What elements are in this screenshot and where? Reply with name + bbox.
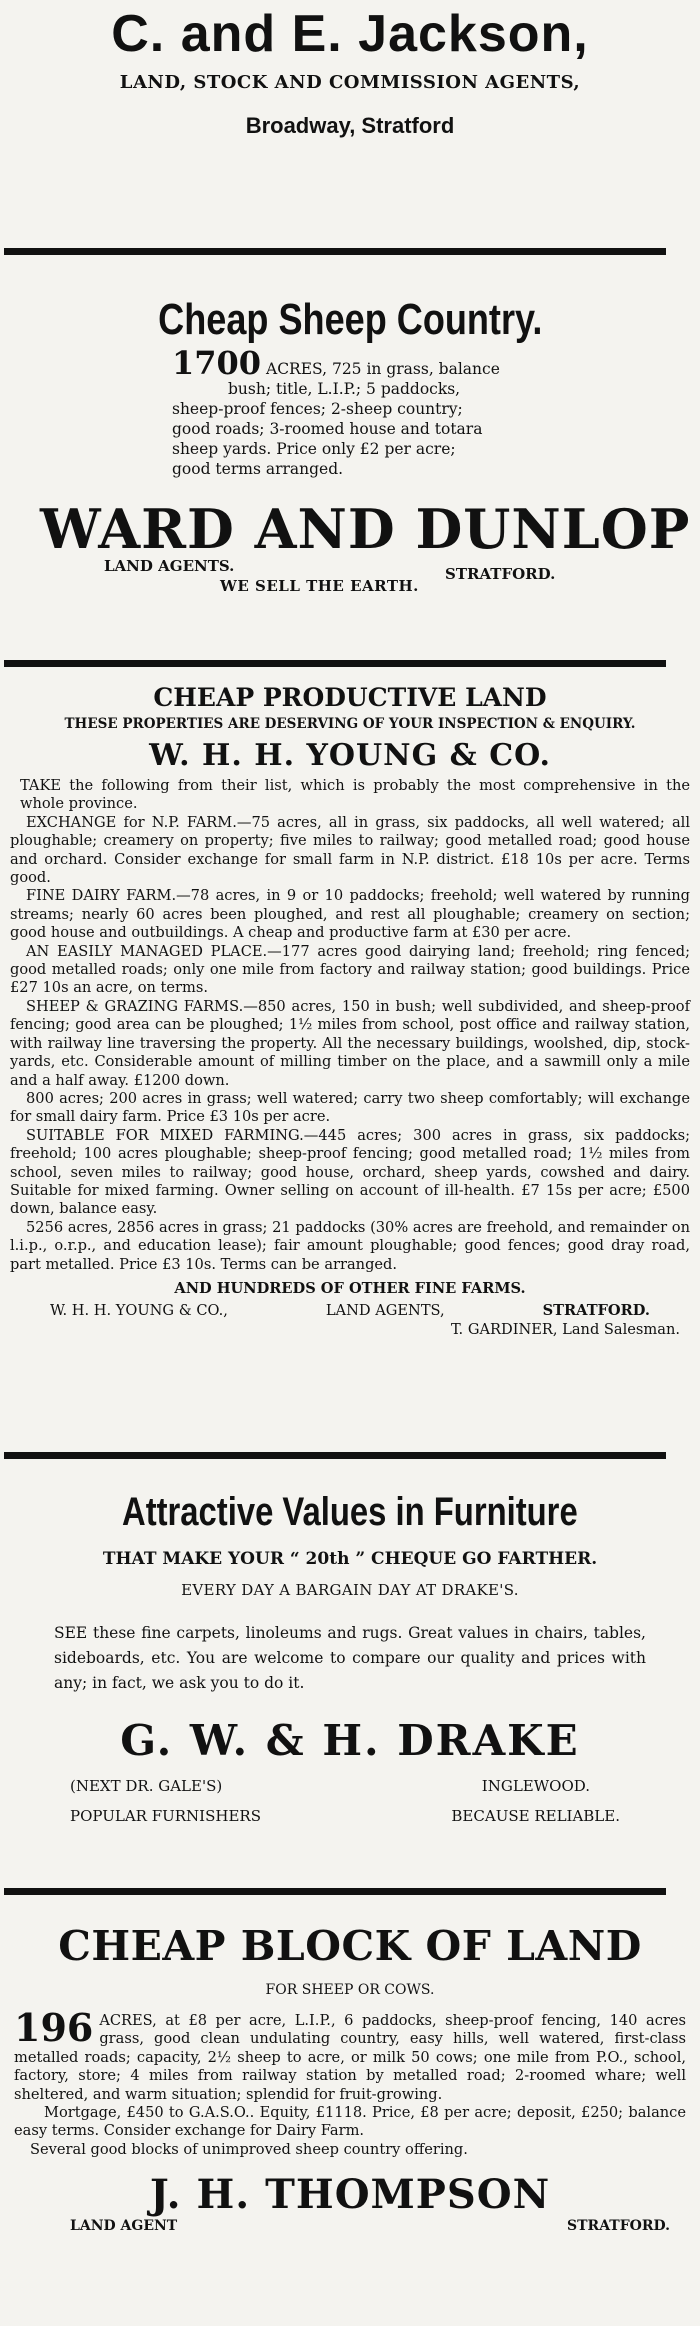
jackson-address: Broadway, Stratford	[245, 113, 455, 138]
sheep-country-line: ACRES, 725 in grass, balance	[266, 360, 500, 378]
divider	[4, 1452, 666, 1459]
productive-land-closing: AND HUNDREDS OF OTHER FINE FARMS.	[174, 1279, 526, 1297]
furniture-ad	[0, 1490, 700, 1825]
sheep-country-body	[172, 344, 542, 479]
productive-land-subtitle: THESE PROPERTIES ARE DESERVING OF YOUR INSPECTION & ENQUIRY.	[64, 716, 636, 732]
sheep-country-line: bush; title, L.I.P.; 5 paddocks,	[228, 380, 461, 398]
sheep-country-slogan: WE SELL THE EARTH.	[220, 577, 419, 595]
sheep-country-line: sheep yards. Price only £2 per acre;	[172, 440, 456, 458]
furniture-daily: EVERY DAY A BARGAIN DAY AT DRAKE'S.	[181, 1581, 519, 1599]
block-land-ad	[0, 1922, 700, 2234]
block-land-subtitle: FOR SHEEP OR COWS.	[265, 1982, 435, 1998]
sheep-country-line: good terms arranged.	[172, 460, 344, 478]
divider	[4, 1888, 666, 1895]
footer-town: STRATFORD.	[542, 1302, 650, 1320]
furniture-body: SEE these fine carpets, linoleums and rugs. Great values in chairs, tables, sideboards, etc. You are welcome to compare our quality and prices with any; in fact, we ask you to do it.	[54, 1624, 646, 1692]
listing-paragraph: SUITABLE FOR MIXED FARMING.—445 acres; 300 acres in grass, six paddocks; freehold; 100 acres ploughable; sheep-proof fencing; good metalled road; 1½ miles from school, seven miles to railway; good house, orchard, sheep yards, cowshed and dairy. Suitable for mixed farming. Owner selling on account of ill-health. £7 15s per acre; £500 down, balance easy.	[10, 1126, 690, 1218]
divider	[4, 660, 666, 667]
listing-paragraph: AN EASILY MANAGED PLACE.—177 acres good dairying land; freehold; ring fenced; good metalled roads; only one mile from factory and railway station; good buildings. Price £27 10s an acre, on terms.	[10, 942, 690, 997]
block-land-mortgage: Mortgage, £450 to G.A.S.O.. Equity, £1118. Price, £8 per acre; deposit, £250; balance easy terms. Consider exchange for Dairy Farm.	[14, 2104, 686, 2140]
productive-land-listings	[10, 777, 690, 1339]
productive-land-agent: W. H. H. YOUNG & CO.	[149, 738, 551, 773]
block-land-agent-town: STRATFORD.	[567, 2218, 670, 2235]
listing-paragraph: 800 acres; 200 acres in grass; well watered; carry two sheep comfortably; will exchange for small dairy farm. Price £3 10s per acre.	[10, 1089, 690, 1126]
divider	[4, 248, 666, 255]
block-land-body: ACRES, at £8 per acre, L.I.P., 6 paddocks, sheep-proof fencing, 140 acres grass, good clean undulating country, easy hills, well watered, first-class metalled roads; capacity, 2½ sheep to acre, or milk 50 cows; one mile from P.O., school, factory, store; 4 miles from railway station by metalled road; 2-roomed whare; well sheltered, and warm situation; splendid for fruit-growing.	[14, 2012, 686, 2103]
furniture-street: INGLEWOOD.	[481, 1777, 590, 1795]
furniture-left-tag: POPULAR FURNISHERS	[70, 1807, 261, 1825]
footer-role: LAND AGENTS,	[325, 1302, 445, 1320]
jackson-title: C. and E. Jackson,	[111, 5, 589, 63]
jackson-ad	[0, 4, 700, 139]
furniture-right-tag: BECAUSE RELIABLE.	[451, 1807, 620, 1825]
sheep-country-line: sheep-proof fences; 2-sheep country;	[172, 400, 463, 418]
block-land-several: Several good blocks of unimproved sheep country offering.	[30, 2140, 468, 2158]
sheep-country-title: Cheap Sheep Country.	[157, 295, 543, 344]
block-land-agent: J. H. THOMPSON	[149, 2171, 551, 2219]
furniture-tagline: THAT MAKE YOUR “ 20th ” CHEQUE GO FARTHER.	[102, 1549, 598, 1569]
sheep-country-line: good roads; 3-roomed house and totara	[172, 420, 483, 438]
productive-land-title: CHEAP PRODUCTIVE LAND	[153, 683, 547, 712]
sheep-country-ad	[0, 295, 700, 601]
listing-paragraph: 5256 acres, 2856 acres in grass; 21 paddocks (30% acres are freehold, and remainder on l.i.p., o.r.p., and education lease); fair amount ploughable; good fences; good dray road, part metalled. Price £3 10s. Terms can be arranged.	[10, 1218, 690, 1273]
listing-paragraph: EXCHANGE for N.P. FARM.—75 acres, all in grass, six paddocks, all well watered; all ploughable; creamery on property; five miles to railway; good metalled road; good house and orchard. Consider exchange for small farm in N.P. district. £18 10s per acre. Terms good.	[10, 813, 690, 887]
footer-name: W. H. H. YOUNG & CO.,	[50, 1302, 228, 1320]
footer-salesman: T. GARDINER, Land Salesman.	[450, 1320, 680, 1338]
furniture-location: (NEXT DR. GALE'S)	[70, 1777, 223, 1795]
block-land-acres: 196	[14, 2005, 94, 2050]
jackson-subtitle: LAND, STOCK AND COMMISSION AGENTS,	[119, 72, 581, 93]
sheep-country-agent: WARD AND DUNLOP	[40, 497, 691, 561]
productive-land-intro: TAKE the following from their list, which is probably the most comprehensive in the whole province.	[20, 777, 690, 813]
furniture-title: Attractive Values in Furniture	[122, 1490, 578, 1534]
block-land-title: CHEAP BLOCK OF LAND	[58, 1922, 642, 1970]
productive-land-ad	[0, 683, 700, 1339]
sheep-country-acres: 1700	[172, 344, 262, 382]
furniture-firm: G. W. & H. DRAKE	[120, 1716, 580, 1765]
listing-paragraph: FINE DAIRY FARM.—78 acres, in 9 or 10 paddocks; freehold; well watered by running streams; nearly 60 acres been ploughed, and rest all ploughable; creamery on section; good house and outbuildings. A cheap and productive farm at £30 per acre.	[10, 887, 690, 942]
sheep-country-agent-role: LAND AGENTS.	[104, 557, 235, 575]
sheep-country-agent-town: STRATFORD.	[445, 565, 556, 583]
block-land-agent-role: LAND AGENT	[70, 2218, 178, 2235]
listing-paragraph: SHEEP & GRAZING FARMS.—850 acres, 150 in bush; well subdivided, and sheep-proof fencing; good area can be ploughed; 1½ miles from school, post office and railway station, with railway line traversing the property. All the necessary buildings, woolshed, dip, stock-yards, etc. Considerable amount of milling timber on the place, and a sawmill only a mile and a half away. £1200 down.	[10, 997, 690, 1089]
